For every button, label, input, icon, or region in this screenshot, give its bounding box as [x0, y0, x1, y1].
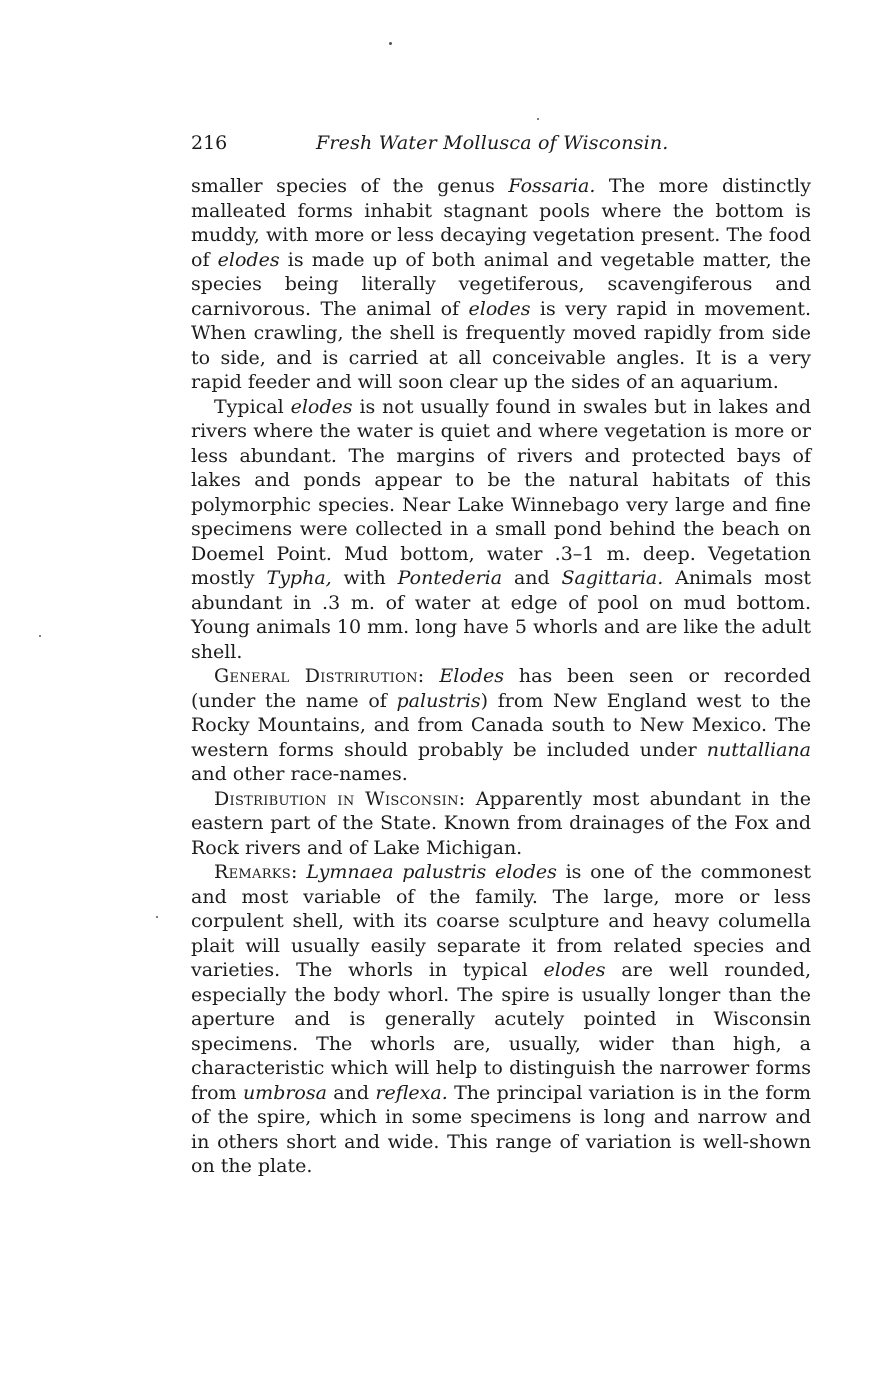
scan-speck — [39, 635, 41, 637]
italic-term: reflexa. — [375, 1081, 448, 1104]
scan-speck — [156, 916, 158, 918]
paragraph-remarks — [191, 860, 811, 1179]
italic-term: elodes — [217, 248, 280, 271]
scan-speck — [537, 118, 539, 120]
italic-term: Elodes — [439, 665, 504, 687]
text-run: Animals most abundant in .3 m. of water at edge of pool on mud bottom. Young animals 10 mm. long have 5 whorls and are like the adult shell. — [191, 567, 811, 663]
text-run: The principal variation is in the form of the spire, which in some specimens is long and narrow and in others short and wide. This range of variation is well-shown on the plate. — [191, 1081, 811, 1177]
italic-term: Typha, — [266, 567, 332, 589]
text-run: The more distinctly malleated forms inhabit stagnant pools where the bottom is muddy, with more or less decaying vegetation present. The food of — [191, 175, 811, 271]
text-run: with — [331, 567, 398, 589]
page-number: 216 — [191, 132, 228, 154]
italic-term: elodes — [543, 959, 606, 981]
page-header — [191, 128, 811, 158]
scan-speck — [389, 42, 392, 45]
italic-term: umbrosa — [242, 1081, 327, 1104]
text-run: Apparently most abundant in the eastern part of the State. Known from drainages of the Fox and Rock rivers and of Lake Michigan. — [191, 787, 811, 859]
text-run: are well rounded, especially the body whorl. The spire is usually longer than the aperture and is generally acutely pointed in Wisconsin specimens. The whorls are, usually, wider than high, a characteristic which will help to distinguish the narrower forms from — [191, 959, 811, 1104]
text-run: is not usually found in swales but in lakes and rivers where the water is quiet and where vegetation is more or less abundant. The margins of rivers and protected bays of lakes and ponds appear to be the natural habitats of this polymorphic species. Near Lake Winnebago very large and fine specimens were collected in a small pond behind the beach on Doemel Point. Mud bottom, water .3–1 m. deep. Vegetation mostly — [191, 395, 812, 589]
text-run: is very rapid in movement. When crawling, the shell is frequently moved rapidly from side to side, and is carried at all conceivable angles. It is a very rapid feeder and will soon clear up the sides of an aquarium. — [191, 297, 811, 393]
body-text — [191, 174, 811, 1179]
paragraph-habitat — [191, 395, 811, 665]
italic-term: palustris — [396, 689, 481, 712]
text-run: is one of the commonest and most variable of the family. The large, more or less corpulent shell, with its coarse sculpture and heavy columella plait will usually easily separate it from related species and varieties. The whorls in typical — [191, 861, 812, 981]
italic-term: Sagittaria. — [561, 567, 664, 589]
italic-term: Fossaria. — [508, 175, 596, 197]
running-title: Fresh Water Mollusca of Wisconsin. — [316, 132, 669, 154]
section-heading: Remarks: — [214, 861, 298, 883]
italic-term: elodes — [468, 297, 531, 320]
italic-term: Pontederia — [397, 567, 503, 589]
text-run: ) from New England west to the Rocky Mountains, and from Canada south to New Mexico. The western forms should probably be included under — [191, 689, 811, 761]
text-run: has been seen or recorded (under the name of — [191, 665, 811, 712]
paragraph-continued — [191, 174, 811, 395]
paragraph-wisconsin-distribution — [191, 787, 811, 861]
text-run: and other race-names. — [191, 763, 408, 785]
text-run: and — [502, 567, 562, 589]
text-run: and — [326, 1081, 376, 1104]
italic-term: nuttalliana — [706, 738, 811, 761]
section-heading: Distribution in Wisconsin: — [214, 787, 466, 810]
text-run: is made up of both animal and vegetable matter, the species being literally vegetiferous, scavengiferous and carnivorous. The animal of — [191, 248, 812, 320]
italic-term: elodes — [290, 395, 353, 418]
document-page — [191, 128, 811, 1179]
text-run — [424, 665, 439, 687]
italic-term: Lymnaea palustris elodes — [306, 861, 557, 883]
text-run: smaller species of the genus — [191, 175, 509, 197]
section-heading: General Distrirution: — [214, 665, 425, 687]
text-run: Typical — [214, 395, 291, 418]
paragraph-general-distribution — [191, 664, 811, 787]
